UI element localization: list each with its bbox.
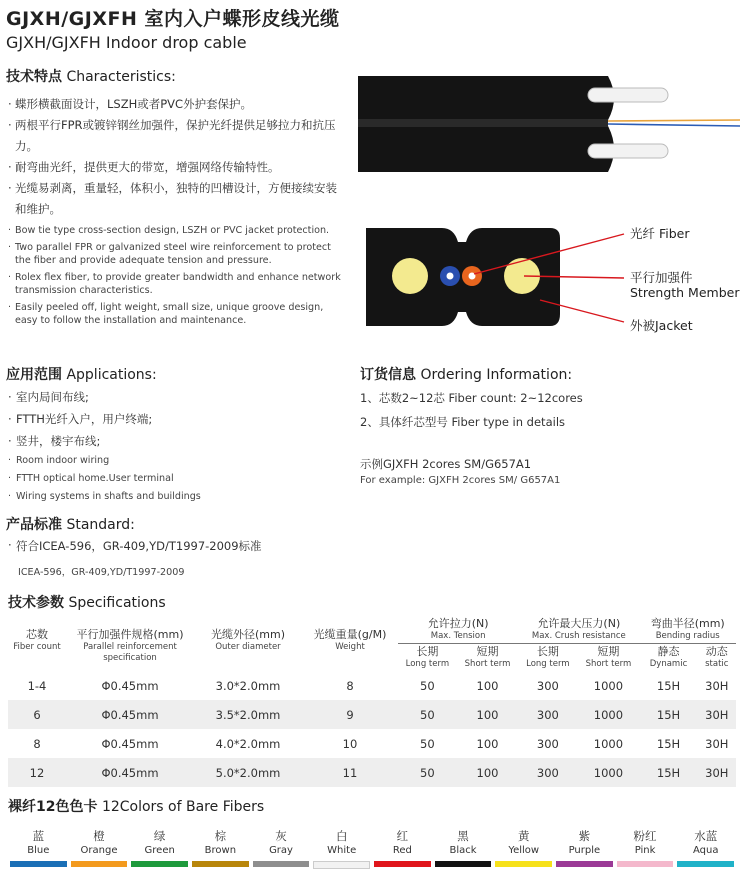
cable-upper-body [358, 76, 608, 120]
sub-long-en: Long term [526, 659, 570, 669]
table-cell: Φ0.45mm [101, 678, 159, 693]
sub-static-cn: 静态 [657, 645, 680, 658]
table-cell: 50 [420, 678, 435, 693]
color-item [675, 828, 736, 869]
table-cell: 4.0*2.0mm [215, 736, 281, 751]
table-cell: 50 [420, 736, 435, 751]
table-cell: 300 [518, 700, 577, 729]
col-outer-diameter [194, 616, 302, 671]
table-cell: 5.0*2.0mm [194, 758, 302, 787]
sub-short-term [457, 644, 519, 672]
color-name-cn: 红 [396, 829, 409, 843]
char-item-en: · Bow tie type cross-section design, LSZH or PVC jacket protection. [8, 224, 346, 237]
color-name-cn: 水蓝 [694, 829, 718, 843]
table-cell: 300 [536, 678, 559, 693]
ordering-heading [360, 364, 572, 384]
table-cell: 50 [398, 758, 457, 787]
table-cell: 15H [656, 678, 681, 693]
label-fiber: 光纤 Fiber [630, 226, 690, 241]
strength-member-left [392, 258, 428, 294]
col-outer-diameter-en: Outer diameter [215, 642, 281, 652]
color-name-en: Brown [204, 845, 237, 856]
char-item-cn: · 两根平行FPR或镀锌钢丝加强件，保护光纤提供足够拉力和抗压力。 [8, 115, 346, 157]
color-name-en: Orange [80, 845, 118, 856]
sub-dynamic [698, 644, 736, 672]
table-cell: 30H [705, 736, 729, 751]
col-tension-en: Max. Tension [430, 631, 486, 641]
col-fiber-count [8, 616, 66, 671]
col-outer-diameter-cn: 光缆外径(mm) [210, 628, 285, 641]
standard-heading [6, 514, 135, 534]
color-name-cn: 棕 [214, 829, 227, 843]
applications-heading [6, 364, 157, 384]
sub-short-term [577, 644, 639, 672]
label-jacket: 外被Jacket [630, 318, 693, 333]
table-cell: 15H [639, 700, 697, 729]
color-name-cn: 绿 [153, 829, 166, 843]
sub-dynamic-cn: 动态 [705, 645, 728, 658]
characteristics-heading-cn: 技术特点 [6, 69, 62, 85]
standard-item-en: ICEA-596，GR-409,YD/T1997-2009 [18, 567, 185, 578]
specs-heading [8, 592, 166, 612]
sub-short-en: Short term [585, 659, 632, 669]
table-cell: 1000 [593, 678, 624, 693]
col-bending [639, 616, 736, 644]
col-crush-en: Max. Crush resistance [531, 631, 626, 641]
sub-short-cn: 短期 [597, 645, 620, 658]
standard-heading-cn: 产品标准 [6, 517, 62, 533]
color-item [615, 828, 676, 869]
color-item [433, 828, 494, 869]
table-cell: 9 [302, 700, 398, 729]
color-swatch [131, 861, 188, 867]
colors-heading-en: 12Colors of Bare Fibers [101, 799, 265, 815]
color-name-cn: 白 [335, 829, 348, 843]
standard-heading-en: Standard: [66, 517, 135, 533]
color-name-cn: 黑 [457, 829, 469, 843]
applications-heading-cn: 应用范围 [6, 367, 62, 383]
ordering-line-2: 2、具体纤芯型号 Fiber type in details [360, 415, 566, 429]
color-name-en: Black [449, 845, 477, 856]
table-cell: 1-4 [27, 678, 47, 693]
label-strength-cn: 平行加强件 [630, 270, 693, 285]
cable-photo [358, 74, 740, 178]
app-item-cn: · 竖井，楼宇布线; [8, 430, 338, 452]
sub-static [639, 644, 697, 672]
color-card-row [8, 828, 736, 869]
char-item-cn: · 耐弯曲光纤，提供更大的带宽，增强网络传输特性。 [8, 157, 346, 178]
sub-long-term [518, 644, 577, 672]
table-cell: 1000 [577, 700, 639, 729]
color-item [251, 828, 312, 869]
table-cell: 100 [457, 700, 519, 729]
page-subtitle: GJXH/GJXFH Indoor drop cable [6, 33, 247, 52]
cable-lower-body [358, 126, 608, 172]
table-cell: 15H [639, 758, 697, 787]
ordering-example-cn: 示例GJXFH 2cores SM/G657A1 [360, 457, 532, 471]
ordering-example-en: For example: GJXFH 2cores SM/ G657A1 [360, 475, 561, 486]
strength-member-upper [588, 88, 668, 102]
table-row [8, 729, 736, 758]
color-name-en: Aqua [692, 845, 719, 856]
label-strength-en: Strength Member [630, 285, 740, 300]
colors-heading [8, 796, 264, 816]
app-item-cn: · 室内局间布线; [8, 386, 338, 408]
col-tension-cn: 允许拉力(N) [427, 617, 489, 630]
strength-member-lower [588, 144, 668, 158]
table-cell: 3.5*2.0mm [194, 700, 302, 729]
ordering-line-1: 1、芯数2~12芯 Fiber count: 2~12cores [360, 391, 583, 405]
app-item-en: · FTTH optical home.User terminal [8, 470, 338, 488]
sub-short-cn: 短期 [476, 645, 499, 658]
table-cell: 8 [346, 678, 354, 693]
table-cell: 30H [698, 758, 736, 787]
sub-long-cn: 长期 [416, 645, 439, 658]
color-name-cn: 黄 [517, 829, 530, 843]
ordering-heading-en: Ordering Information: [420, 367, 573, 383]
table-cell: 8 [33, 736, 41, 751]
table-cell: 30H [705, 678, 729, 693]
applications-heading-en: Applications: [66, 367, 157, 383]
table-row [8, 700, 736, 729]
table-cell: 11 [302, 758, 398, 787]
color-item [69, 828, 130, 869]
page-title: GJXH/GJXFH 室内入户蝶形皮线光缆 [6, 8, 340, 30]
sub-short-en: Short term [464, 659, 511, 669]
table-cell: 1000 [577, 758, 639, 787]
color-item [311, 828, 372, 869]
color-swatch [71, 861, 128, 867]
col-bending-cn: 弯曲半径(mm) [650, 617, 725, 630]
col-reinforcement-en: Parallel reinforcement specification [83, 642, 177, 663]
color-swatch [192, 861, 249, 867]
table-row [8, 758, 736, 787]
color-swatch [313, 861, 370, 869]
color-swatch [253, 861, 310, 867]
specs-heading-en: Specifications [68, 595, 166, 611]
table-cell: 100 [457, 758, 519, 787]
table-cell: 3.0*2.0mm [215, 678, 281, 693]
col-fiber-count-en: Fiber count [13, 642, 61, 652]
char-item-cn: · 蝶形横截面设计，LSZH或者PVC外护套保护。 [8, 94, 346, 115]
colors-heading-cn: 裸纤12色色卡 [8, 799, 98, 815]
specs-table-body [8, 671, 736, 787]
color-name-en: Blue [27, 845, 50, 856]
color-name-en: Yellow [508, 845, 540, 856]
char-item-en: · Easily peeled off, light weight, small size, unique groove design, easy to follow the installation and maintenance. [8, 301, 346, 327]
col-weight-cn: 光缆重量(g/M) [313, 628, 387, 641]
color-name-en: Red [392, 845, 412, 856]
label-strength [630, 270, 739, 300]
characteristics-list [8, 94, 346, 331]
char-item-cn: · 光缆易剥离，重量轻，体积小，独特的凹槽设计，方便接续安装和维护。 [8, 178, 346, 220]
applications-list [8, 386, 338, 506]
color-swatch [374, 861, 431, 867]
ordering-lines [360, 386, 583, 434]
sub-long-en: Long term [405, 659, 450, 669]
table-cell: Φ0.45mm [66, 758, 194, 787]
color-swatch [435, 861, 492, 867]
color-swatch [10, 861, 67, 867]
standard-item-cn: · 符合ICEA-596，GR-409,YD/T1997-2009标准 [8, 538, 746, 554]
color-swatch [617, 861, 674, 867]
color-item [372, 828, 433, 869]
fiber-orange [608, 120, 740, 121]
col-bending-en: Bending radius [655, 631, 720, 641]
color-name-en: Purple [568, 845, 601, 856]
table-cell: 50 [398, 700, 457, 729]
color-name-cn: 蓝 [32, 829, 45, 843]
characteristics-heading [6, 66, 176, 86]
col-weight [302, 616, 398, 671]
table-cell: 100 [476, 736, 499, 751]
specs-table [8, 616, 736, 787]
table-cell: 12 [8, 758, 66, 787]
app-item-en: · Wiring systems in shafts and buildings [8, 488, 338, 506]
table-cell: Φ0.45mm [101, 736, 159, 751]
table-cell: 300 [536, 736, 559, 751]
table-row [8, 671, 736, 700]
color-name-en: Gray [269, 845, 293, 856]
color-item [190, 828, 251, 869]
col-weight-en: Weight [335, 642, 365, 652]
color-name-cn: 粉红 [633, 829, 657, 843]
sub-static-en: Dynamic [649, 659, 688, 669]
color-item [554, 828, 615, 869]
table-cell: Φ0.45mm [66, 700, 194, 729]
app-item-en: · Room indoor wiring [8, 452, 338, 470]
color-item [493, 828, 554, 869]
table-cell: 30H [698, 700, 736, 729]
table-cell: 10 [342, 736, 358, 751]
col-crush-cn: 允许最大压力(N) [537, 617, 621, 630]
color-name-cn: 灰 [275, 829, 287, 843]
col-reinforcement [66, 616, 194, 671]
color-item [8, 828, 69, 869]
table-cell: 15H [656, 736, 681, 751]
col-crush [518, 616, 639, 644]
table-cell: 1000 [593, 736, 624, 751]
char-item-en: · Two parallel FPR or galvanized steel wire reinforcement to protect the fiber and provide adequate tension and pressure. [8, 241, 346, 267]
col-fiber-count-cn: 芯数 [26, 628, 48, 641]
color-swatch [677, 861, 734, 867]
table-cell: 6 [8, 700, 66, 729]
color-name-en: White [327, 845, 357, 856]
app-item-cn: · FTTH光纤入户，用户终端; [8, 408, 338, 430]
characteristics-heading-en: Characteristics: [66, 69, 176, 85]
ordering-heading-cn: 订货信息 [360, 367, 416, 383]
char-item-en: · Rolex flex fiber, to provide greater bandwidth and enhance network transmission characteristics. [8, 271, 346, 297]
sub-dynamic-en: static [705, 659, 729, 669]
color-name-en: Pink [634, 845, 656, 856]
color-name-en: Green [144, 845, 175, 856]
cable-groove [358, 119, 608, 127]
fiber-blue [608, 124, 740, 126]
table-cell: 300 [518, 758, 577, 787]
color-name-cn: 紫 [578, 829, 591, 843]
specs-heading-cn: 技术参数 [8, 595, 64, 611]
sub-long-term [398, 644, 457, 672]
sub-long-cn: 长期 [536, 645, 559, 658]
color-name-cn: 橙 [93, 829, 105, 843]
color-item [129, 828, 190, 869]
color-swatch [556, 861, 613, 867]
color-swatch [495, 861, 552, 867]
col-reinforcement-cn: 平行加强件规格(mm) [76, 628, 184, 641]
col-tension [398, 616, 518, 644]
table-cell: 100 [476, 678, 499, 693]
